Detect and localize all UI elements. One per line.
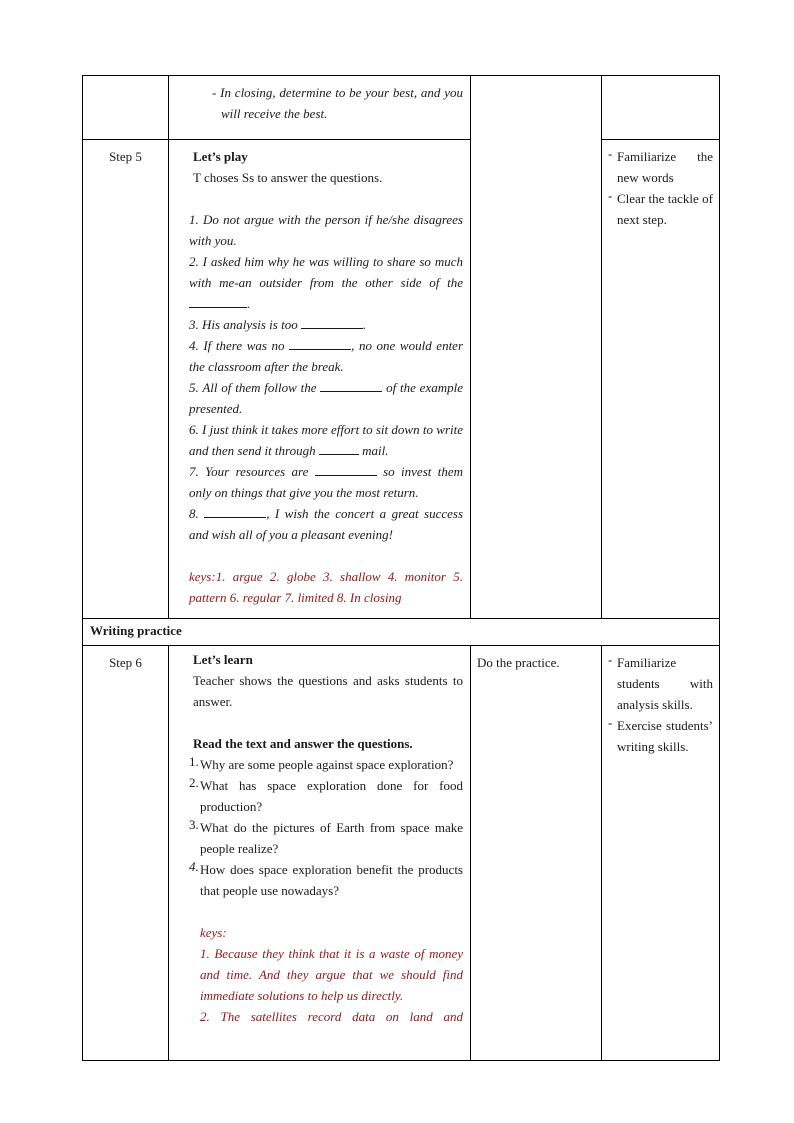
step5-instruction: T choses Ss to answer the questions. xyxy=(193,170,383,185)
activity-cell-merged xyxy=(471,76,602,619)
step5-item-7: 7. Your resources are so invest them only on things that give you the most return. xyxy=(189,464,464,500)
step5-objectives-cell xyxy=(602,140,720,619)
lesson-plan-table xyxy=(82,75,720,1061)
objective-item: - Familiarize the new words xyxy=(608,146,713,185)
question-item: 4. How does space exploration benefit the products that people use nowadays? xyxy=(189,859,463,898)
step6-label-cell xyxy=(83,646,169,1061)
answer-blank xyxy=(204,505,266,518)
step5-title: Let’s play xyxy=(193,149,248,164)
question-item: 1. Why are some people against space exploration? xyxy=(189,754,454,772)
closing-row xyxy=(83,76,720,140)
step5-item-8: 8. , I wish the concert a great success and wish all of you a pleasant evening! xyxy=(189,506,464,542)
question-item: 2. What has space exploration done for food production? xyxy=(189,775,463,814)
step6-content-cell xyxy=(169,646,471,1061)
answer-blank xyxy=(315,463,377,476)
step-cell-empty xyxy=(83,76,169,140)
step6-activity-cell xyxy=(471,646,602,1061)
closing-text: - In closing, determine to be your best, and you will receive the best. xyxy=(212,85,463,121)
step6-row xyxy=(83,646,720,1061)
step6-keys: keys: 1. Because they think that it is a waste of money and time. And they argue that we should find immediate solutions to help us directly. 2. The satellites record data on land and xyxy=(189,922,463,1027)
question-item: 3. What do the pictures of Earth from space make people realize? xyxy=(189,817,463,856)
answer-blank xyxy=(320,379,382,392)
objective-item: - Clear the tackle of next step. xyxy=(608,188,713,227)
step5-item-5: 5. All of them follow the of the example presented. xyxy=(189,380,463,416)
step5-content-cell xyxy=(169,140,471,619)
step5-item-1: 1. Do not argue with the person if he/she disagrees with you. xyxy=(189,212,463,248)
closing-content-cell xyxy=(169,76,471,140)
step6-title: Let’s learn xyxy=(193,652,253,667)
step5-item-2: 2. I asked him why he was willing to share so much with me-an outsider from the other side of the . xyxy=(189,254,463,311)
section-row xyxy=(83,619,720,646)
objective-cell-empty xyxy=(602,76,720,140)
answer-blank xyxy=(189,295,247,308)
step5-item-3: 3. His analysis is too . xyxy=(189,317,367,332)
key-answer: 2. The satellites record data on land and xyxy=(200,1009,463,1024)
step6-subheading: Read the text and answer the questions. xyxy=(193,736,413,751)
answer-blank xyxy=(301,316,363,329)
step5-label: Step 5 xyxy=(109,149,142,164)
objective-item: - Exercise students’ writing skills. xyxy=(608,715,713,754)
step5-label-cell xyxy=(83,140,169,619)
step6-label: Step 6 xyxy=(109,655,142,670)
step6-instruction: Teacher shows the questions and asks students to answer. xyxy=(193,673,463,709)
answer-blank xyxy=(289,337,351,350)
step5-item-6: 6. I just think it takes more effort to sit down to write and then send it through mail. xyxy=(189,422,463,458)
answer-blank xyxy=(319,442,359,455)
section-heading: Writing practice xyxy=(83,619,720,646)
objective-item: - Familiarize students with analysis skills. xyxy=(608,652,713,712)
step5-item-4: 4. If there was no , no one would enter the classroom after the break. xyxy=(189,338,464,374)
step6-objectives-cell xyxy=(602,646,720,1061)
step5-keys: keys:1. argue 2. globe 3. shallow 4. monitor 5. pattern 6. regular 7. limited 8. In closing xyxy=(189,569,463,605)
step5-row xyxy=(83,140,720,619)
key-answer: 1. Because they think that it is a waste of money and time. And they argue that we should find immediate solutions to help us directly. xyxy=(200,946,463,1003)
step6-activity: Do the practice. xyxy=(477,655,560,670)
